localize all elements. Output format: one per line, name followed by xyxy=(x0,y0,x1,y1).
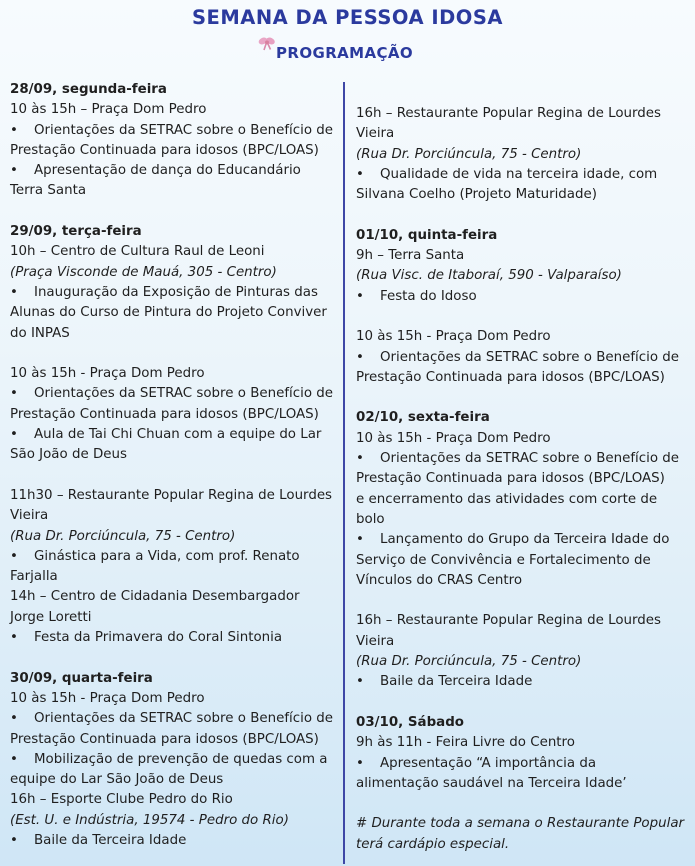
day-heading: 02/10, sexta-feira xyxy=(356,410,490,426)
event-item: • Aula de Tai Chi Chuan com a equipe do Lar xyxy=(10,427,322,443)
day-heading: 03/10, Sábado xyxy=(356,714,464,730)
event-address: (Est. U. e Indústria, 19574 - Pedro do Rio) xyxy=(10,812,289,828)
event-item: • Festa da Primavera do Coral Sintonia xyxy=(10,630,283,646)
event-item: • Orientações da SETRAC sobre o Benefício de xyxy=(10,711,334,727)
page-subtitle: PROGRAMAÇÃO xyxy=(276,44,414,62)
left-column xyxy=(10,80,340,851)
event-item-cont: Alunas do Curso de Pintura do Projeto Conviver xyxy=(10,305,327,321)
right-column xyxy=(356,104,686,855)
event-item: • Lançamento do Grupo da Terceira Idade do xyxy=(356,532,670,548)
event-item: • Festa do Idoso xyxy=(356,288,477,304)
event-item-cont: Serviço de Convivência e Fortalecimento de xyxy=(356,552,651,568)
day-heading: 01/10, quinta-feira xyxy=(356,227,498,243)
event-item-cont: Vínculos do CRAS Centro xyxy=(356,572,523,588)
event-time: 16h – Restaurante Popular Regina de Lourdes xyxy=(356,613,661,629)
event-item: • Orientações da SETRAC sobre o Benefício de xyxy=(356,451,680,467)
day-heading: 30/09, quarta-feira xyxy=(10,670,153,686)
event-time: 11h30 – Restaurante Popular Regina de Lourdes xyxy=(10,487,333,503)
day-heading: 29/09, terça-feira xyxy=(10,224,142,240)
event-time: 10 às 15h - Praça Dom Pedro xyxy=(356,430,551,446)
event-item: • Baile da Terceira Idade xyxy=(10,832,187,848)
event-time: 9h às 11h - Feira Livre do Centro xyxy=(356,735,575,751)
event-time-cont: Vieira xyxy=(356,126,395,142)
event-item-cont: do INPAS xyxy=(10,325,70,341)
event-time: 9h – Terra Santa xyxy=(356,248,465,264)
event-item-cont: Prestação Continuada para idosos (BPC/LOAS) xyxy=(356,471,665,487)
event-item: • Mobilização de prevenção de quedas com a xyxy=(10,751,328,767)
event-time: 10 às 15h - Praça Dom Pedro xyxy=(356,329,551,345)
event-item-cont: São João de Deus xyxy=(10,447,127,463)
event-item-cont: Farjalla xyxy=(10,569,58,585)
event-item-cont: Prestação Continuada para idosos (BPC/LOAS) xyxy=(10,406,319,422)
column-divider xyxy=(343,82,345,864)
event-item: • Inauguração da Exposição de Pinturas das xyxy=(10,284,318,300)
event-time: 10 às 15h – Praça Dom Pedro xyxy=(10,102,207,118)
event-time: 16h – Esporte Clube Pedro do Rio xyxy=(10,792,233,808)
event-item: • Orientações da SETRAC sobre o Benefício de xyxy=(10,386,334,402)
event-item: • Apresentação de dança do Educandário xyxy=(10,163,301,179)
event-item-cont: Prestação Continuada para idosos (BPC/LOAS) xyxy=(10,731,319,747)
event-address: (Rua Dr. Porciúncula, 75 - Centro) xyxy=(356,654,582,670)
event-time-cont: Vieira xyxy=(356,633,395,649)
event-address: (Rua Dr. Porciúncula, 75 - Centro) xyxy=(10,528,236,544)
event-item: • Orientações da SETRAC sobre o Benefício de xyxy=(10,122,334,138)
event-item-cont: Prestação Continuada para idosos (BPC/LOAS) xyxy=(10,142,319,158)
event-item-cont: alimentação saudável na Terceira Idade’ xyxy=(356,775,627,791)
event-item-cont: equipe do Lar São João de Deus xyxy=(10,772,224,788)
event-time: 10 às 15h - Praça Dom Pedro xyxy=(10,690,205,706)
event-time-cont: Jorge Loretti xyxy=(10,609,92,625)
event-time: 16h – Restaurante Popular Regina de Lourdes xyxy=(356,106,661,121)
ribbon-bow-icon xyxy=(258,34,276,52)
event-item: • Baile da Terceira Idade xyxy=(356,674,533,690)
event-item-cont: bolo xyxy=(356,511,385,527)
event-item-cont: e encerramento das atividades com corte de xyxy=(356,491,658,507)
day-heading: 28/09, segunda-feira xyxy=(10,82,167,97)
event-address: (Praça Visconde de Mauá, 305 - Centro) xyxy=(10,264,277,280)
event-address: (Rua Visc. de Itaboraí, 590 - Valparaíso) xyxy=(356,268,622,284)
event-time-cont: Vieira xyxy=(10,508,49,524)
event-item-cont: Silvana Coelho (Projeto Maturidade) xyxy=(356,187,597,203)
page-title: SEMANA DA PESSOA IDOSA xyxy=(191,6,504,29)
footer-note-cont: terá cardápio especial. xyxy=(356,836,510,852)
event-time: 10h – Centro de Cultura Raul de Leoni xyxy=(10,244,265,260)
footer-note: # Durante toda a semana o Restaurante Popular xyxy=(356,816,685,832)
event-item-cont: Prestação Continuada para idosos (BPC/LOAS) xyxy=(356,369,665,385)
event-time: 14h – Centro de Cidadania Desembargador xyxy=(10,589,300,605)
event-item: • Ginástica para a Vida, com prof. Renato xyxy=(10,548,300,564)
event-item: • Qualidade de vida na terceira idade, com xyxy=(356,166,658,182)
event-item: • Orientações da SETRAC sobre o Benefício de xyxy=(356,349,680,365)
event-address: (Rua Dr. Porciúncula, 75 - Centro) xyxy=(356,146,582,162)
event-item-cont: Terra Santa xyxy=(10,183,87,199)
event-item: • Apresentação “A importância da xyxy=(356,755,597,771)
event-time: 10 às 15h - Praça Dom Pedro xyxy=(10,366,205,382)
